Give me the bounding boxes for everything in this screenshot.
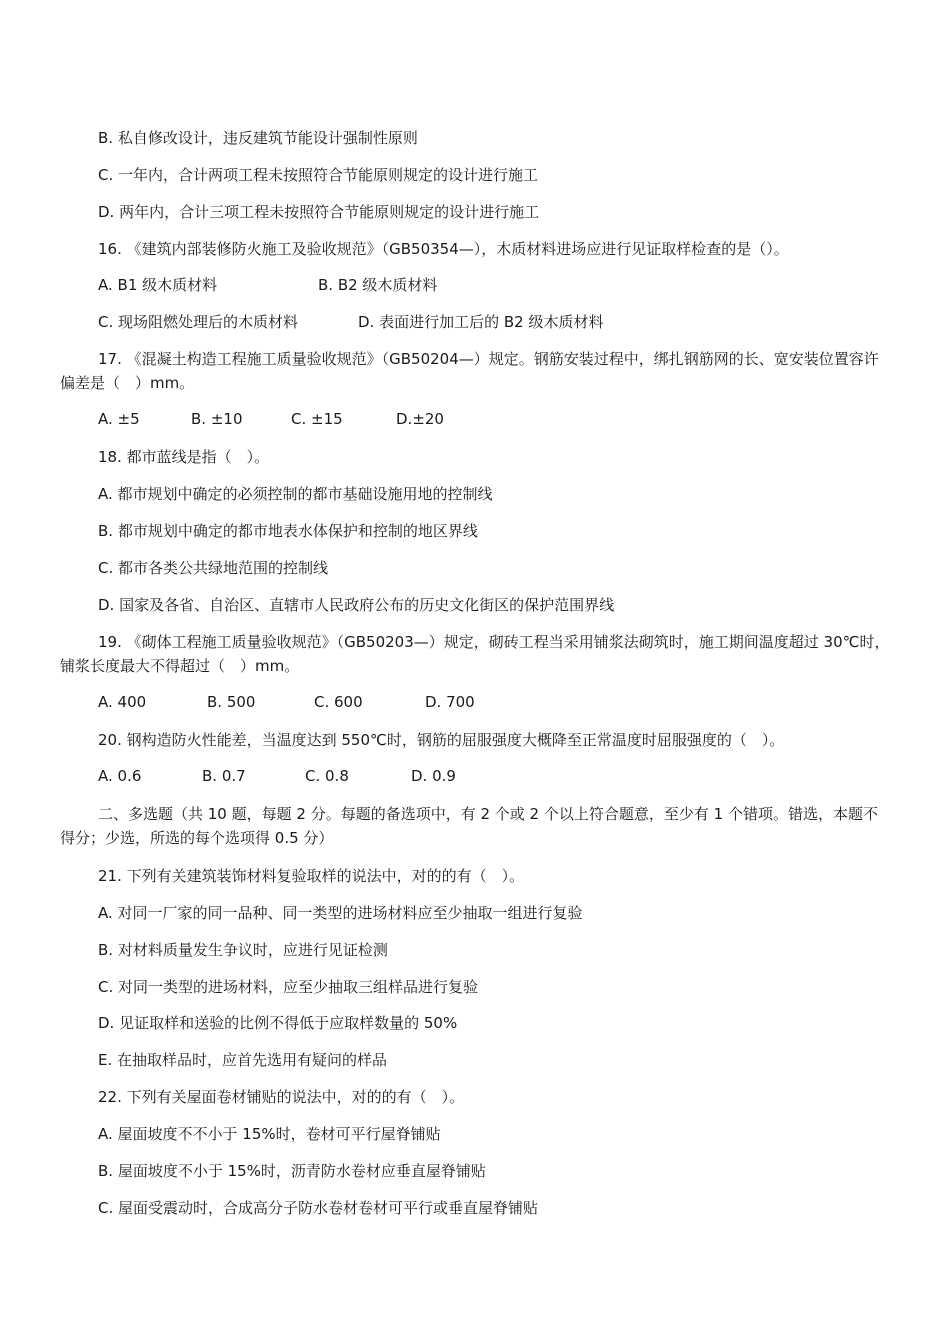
q16-option-b: B. B2 级木质材料	[318, 276, 438, 294]
question-18: 18. 都市蓝线是指（ ）。	[98, 448, 270, 466]
q21-option-e: E. 在抽取样品时，应首先选用有疑问的样品	[98, 1051, 388, 1069]
q20-option-a: A. 0.6	[98, 767, 142, 785]
q17-option-a: A. ±5	[98, 410, 140, 428]
q20-option-c: C. 0.8	[305, 767, 349, 785]
question-22: 22. 下列有关屋面卷材铺贴的说法中，对的的有（ ）。	[98, 1088, 465, 1106]
q19-options	[98, 690, 910, 714]
q17-option-c: C. ±15	[291, 410, 343, 428]
q18-option-c: C. 都市各类公共绿地范围的控制线	[98, 559, 329, 577]
q21-option-d: D. 见证取样和送验的比例不得低于应取样数量的 50%	[98, 1014, 458, 1032]
q19-option-d: D. 700	[425, 693, 475, 711]
q19-option-b: B. 500	[207, 693, 256, 711]
q22-option-a: A. 屋面坡度不不小于 15%时，卷材可平行屋脊铺贴	[98, 1125, 441, 1143]
q18-option-d: D. 国家及各省、自治区、直辖市人民政府公布的历史文化街区的保护范围界线	[98, 596, 615, 614]
q17-option-b: B. ±10	[191, 410, 243, 428]
section-2-heading: 二、多选题（共 10 题，每题 2 分。每题的备选项中，有 2 个或 2 个以上符合题意，至少有 1 个错项。错选，本题不得分；少选，所选的每个选项得 0.5 分）	[60, 805, 878, 847]
option-text: D. 两年内，合计三项工程未按照符合节能原则规定的设计进行施工	[98, 203, 540, 221]
option-text: C. 一年内，合计两项工程未按照符合节能原则规定的设计进行施工	[98, 166, 539, 184]
question-19: 19. 《砌体工程施工质量验收规范》（GB50203—）规定，砌砖工程当采用铺浆法砌筑时，施工期间温度超过 30℃时，铺浆长度最大不得超过（ ）mm。	[60, 633, 890, 675]
q16-option-d: D. 表面进行加工后的 B2 级木质材料	[358, 313, 604, 331]
q22-option-b: B. 屋面坡度不小于 15%时，沥青防水卷材应垂直屋脊铺贴	[98, 1162, 486, 1180]
q22-option-c: C. 屋面受震动时，合成高分子防水卷材卷材可平行或垂直屋脊铺贴	[98, 1199, 539, 1217]
option-text: B. 私自修改设计，违反建筑节能设计强制性原则	[98, 129, 418, 147]
question-21: 21. 下列有关建筑装饰材料复验取样的说法中，对的的有（ ）。	[98, 867, 525, 885]
q18-option-b: B. 都市规划中确定的都市地表水体保护和控制的地区界线	[98, 522, 478, 540]
q17-options	[98, 407, 910, 431]
q16-options-row1	[98, 273, 910, 297]
question-16: 16. 《建筑内部装修防火施工及验收规范》（GB50354—），木质材料进场应进行见证取样检查的是（）。	[98, 240, 789, 258]
q19-option-a: A. 400	[98, 693, 147, 711]
q21-option-b: B. 对材料质量发生争议时，应进行见证检测	[98, 941, 388, 959]
q21-option-c: C. 对同一类型的进场材料，应至少抽取三组样品进行复验	[98, 978, 479, 996]
q20-option-b: B. 0.7	[202, 767, 246, 785]
question-20: 20. 钢构造防火性能差，当温度达到 550℃时，钢筋的屈服强度大概降至正常温度时屈服强度的（ ）。	[98, 731, 785, 749]
q16-option-c: C. 现场阻燃处理后的木质材料	[98, 313, 299, 331]
q19-option-c: C. 600	[314, 693, 363, 711]
q16-option-a: A. B1 级木质材料	[98, 276, 218, 294]
q17-option-d: D.±20	[396, 410, 444, 428]
q20-options	[98, 764, 910, 788]
q21-option-a: A. 对同一厂家的同一品种、同一类型的进场材料应至少抽取一组进行复验	[98, 904, 583, 922]
question-17: 17. 《混凝土构造工程施工质量验收规范》（GB50204—）规定。钢筋安装过程中，绑扎钢筋网的长、宽安装位置容许偏差是（ ）mm。	[60, 350, 879, 392]
q16-options-row2	[98, 310, 910, 334]
q20-option-d: D. 0.9	[411, 767, 456, 785]
q18-option-a: A. 都市规划中确定的必须控制的都市基础设施用地的控制线	[98, 485, 493, 503]
